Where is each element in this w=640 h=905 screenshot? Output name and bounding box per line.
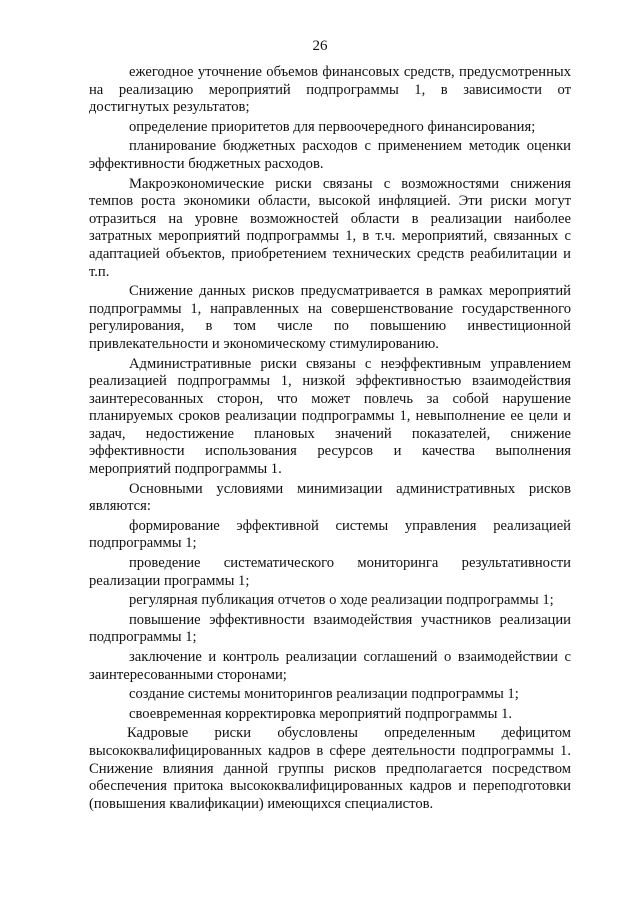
list-item-reports: регулярная публикация отчетов о ходе реализации подпрограммы 1;: [129, 592, 554, 609]
document-body: [89, 64, 571, 813]
list-item-cooperation: повышение эффективности взаимодействия участников реализации подпрограммы 1;: [89, 611, 571, 646]
list-item-management-system: формирование эффективной системы управления реализацией подпрограммы 1;: [89, 517, 571, 552]
list-item-monitoring: проведение систематического мониторинга результативности реализации программы 1;: [89, 555, 571, 589]
list-item-monitoring-system: создание системы мониторингов реализации подпрограммы 1;: [129, 686, 519, 703]
paragraph-priorities: определение приоритетов для первоочередного финансирования;: [129, 118, 536, 135]
list-item-agreements: заключение и контроль реализации соглашений о взаимодействии с заинтересованными сторонами;: [89, 649, 571, 683]
paragraph-personnel-risks: Кадровые риски обусловлены определенным дефицитом высококвалифицированных кадров в сфере деятельности подпрограммы 1. Снижение влияния данной группы рисков предполагается посредством обеспечения притока высококвалифицированных кадров и переподготовки (повышения квалификации) имеющихся специалистов.: [89, 725, 571, 812]
paragraph-minimization-conditions: Основными условиями минимизации административных рисков являются:: [89, 480, 571, 515]
paragraph-macroeconomic-risks: Макроэкономические риски связаны с возможностями снижения темпов роста экономики области, высокой инфляцией. Эти риски могут отразиться на уровне возможностей области в реализации наиболее затратных мероприятий подпрограммы 1, в т.ч. мероприятий, связанных с адаптацией объектов, приобретением технических средств реабилитации и т.п.: [89, 175, 571, 280]
paragraph-risk-mitigation: Снижение данных рисков предусматривается в рамках мероприятий подпрограммы 1, направленных на совершенствование государственного регулирования, в том числе по повышению инвестиционной привлекательности и экономическому стимулированию.: [89, 283, 571, 352]
paragraph-annual-refinement: ежегодное уточнение объемов финансовых средств, предусмотренных на реализацию мероприятий подпрограммы 1, в зависимости от достигнутых результатов;: [89, 64, 571, 116]
page-number: 26: [312, 38, 328, 54]
paragraph-budget-planning: планирование бюджетных расходов с применением методик оценки эффективности бюджетных расходов.: [89, 138, 571, 172]
paragraph-administrative-risks: Административные риски связаны с неэффективным управлением реализацией подпрограммы 1, низкой эффективностью взаимодействия заинтересованных сторон, что может повлечь за собой нарушение планируемых сроков реализации подпрограммы 1, невыполнение ее цели и задач, недостижение плановых значений показателей, снижение эффективности использования ресурсов и качества выполнения мероприятий подпрограммы 1.: [89, 355, 571, 478]
list-item-timely-correction: своевременная корректировка мероприятий подпрограммы 1.: [129, 705, 513, 722]
